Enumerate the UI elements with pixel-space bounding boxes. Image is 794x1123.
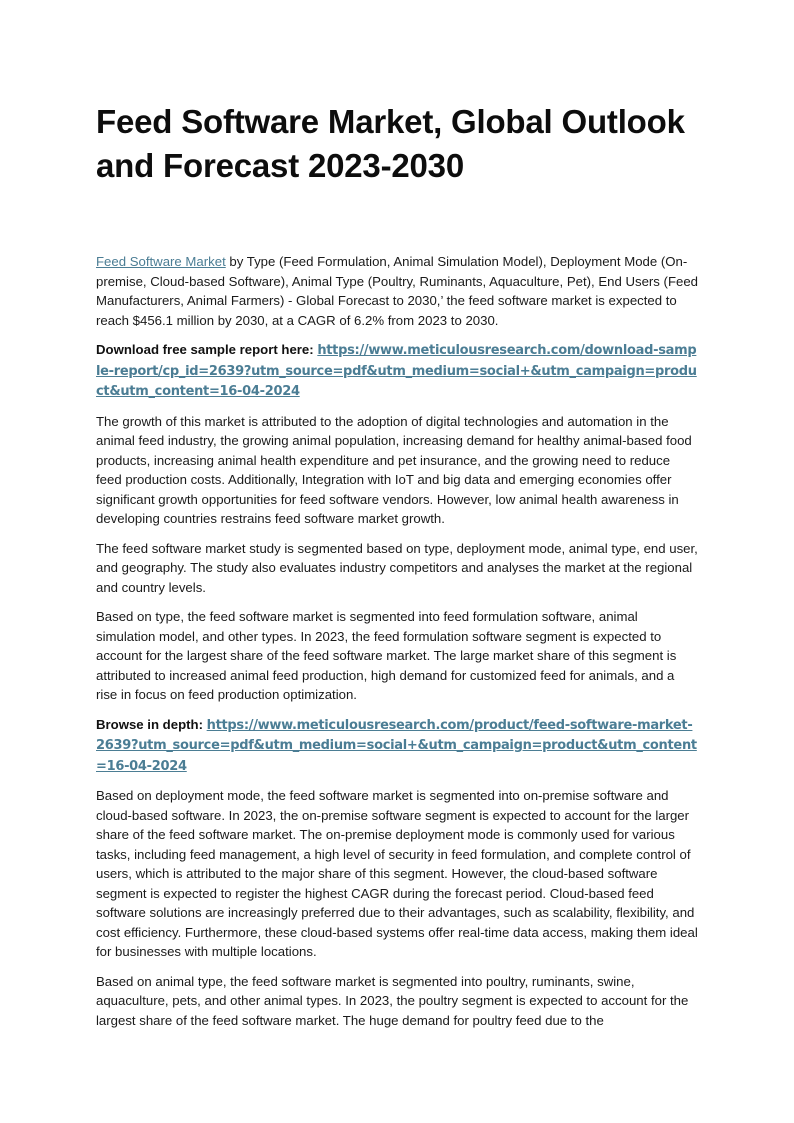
animal-type-paragraph: Based on animal type, the feed software market is segmented into poultry, ruminants, swine, aquaculture, pets, and other animal types. In 2023, the poultry segment is expected to account for the largest share of the feed software market. The huge demand for poultry feed due to the xyxy=(96,973,689,1028)
growth-paragraph: The growth of this market is attributed to the adoption of digital technologies and automation in the animal feed industry, the growing animal population, increasing demand for healthy animal-based food products, increasing animal health expenditure and pet insurance, and the growing need to reduce feed production costs. Additionally, Integration with IoT and big data and emerging economies offer significant growth opportunities for feed software vendors. However, low animal health awareness in developing countries restrains feed software market growth. xyxy=(96,413,692,526)
type-paragraph: Based on type, the feed software market is segmented into feed formulation software, animal simulation model, and other types. In 2023, the feed formulation software segment is expected to account for the largest share of the feed software market. The large market share of this segment is attributed to increased animal feed production, high demand for customized feed for animals, and a rise in focus on feed production optimization. xyxy=(96,609,677,702)
browse-label: Browse in depth: xyxy=(96,716,207,732)
browse-paragraph xyxy=(96,715,699,777)
download-paragraph xyxy=(96,340,699,402)
document-title: Feed Software Market, Global Outlook and Forecast 2023-2030 xyxy=(96,103,685,184)
deployment-paragraph: Based on deployment mode, the feed software market is segmented into on-premise software and cloud-based software. In 2023, the on-premise software segment is expected to account for the larger share of the feed software market. The on-premise deployment mode is commonly used for various tasks, including feed management, a high level of security in feed formulation, and complete control of users, which is attributed to the major share of this segment. However, the cloud-based software segment is expected to register the highest CAGR during the forecast period. Cloud-based feed software solutions are increasingly preferred due to their advantages, such as scalability, flexibility, and cost efficiency. Furthermore, these cloud-based systems offer real-time data access, making them ideal for businesses with multiple locations. xyxy=(96,788,698,959)
browse-in-depth-link[interactable]: https://www.meticulousresearch.com/product/feed-software-market-2639?utm_source=pdf&utm_medium=social+&utm_campaign=product&utm_content=16-04-2024 xyxy=(96,717,697,774)
document-page xyxy=(96,100,699,1040)
intro-paragraph xyxy=(96,252,699,330)
download-label: Download free sample report here: xyxy=(96,342,318,357)
study-paragraph: The feed software market study is segmented based on type, deployment mode, animal type, end user, and geography. The study also evaluates industry competitors and analyses the market at the regional and country levels. xyxy=(96,540,698,595)
download-sample-link[interactable]: https://www.meticulousresearch.com/download-sample-report/cp_id=2639?utm_source=pdf&utm_medium=social+&utm_campaign=product&utm_content=16-04-2024 xyxy=(96,343,697,399)
intro-text: by Type (Feed Formulation, Animal Simulation Model), Deployment Mode (On-premise, Cloud-based Software), Animal Type (Poultry, Ruminants, Aquaculture, Pet), End Users (Feed Manufacturers, Animal Farmers) - Global Forecast to 2030,’ the feed software market is expected to reach $456.1 million by 2030, at a CAGR of 6.2% from 2023 to 2030. xyxy=(96,254,699,328)
feed-software-market-link[interactable]: Feed Software Market xyxy=(96,254,226,269)
document-body xyxy=(96,252,699,1030)
